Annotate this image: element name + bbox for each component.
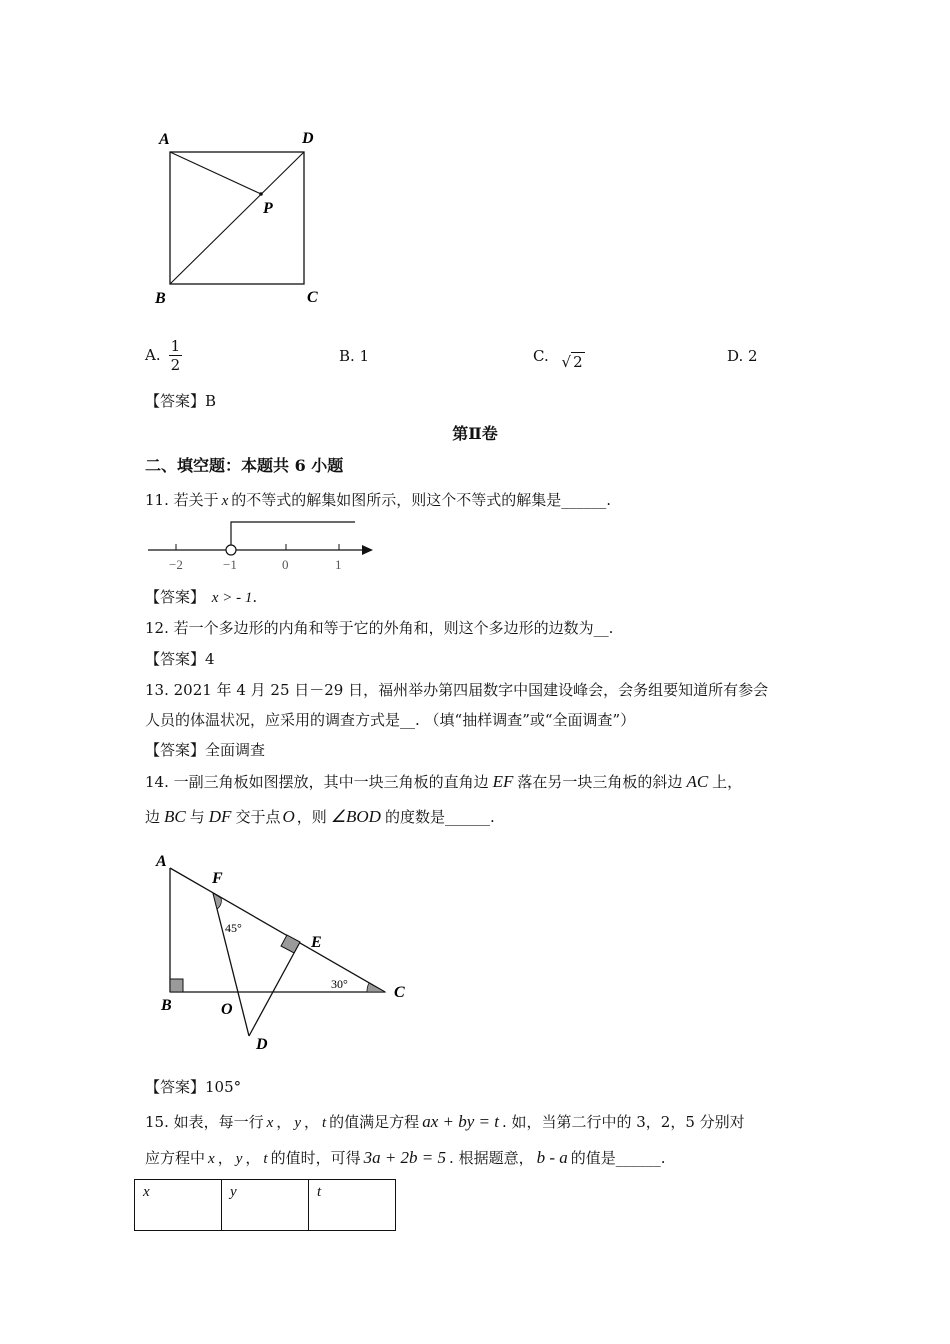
q15-line2 <box>145 1148 666 1169</box>
label-c: C <box>307 289 318 306</box>
right-angle-b <box>170 979 183 992</box>
right-angle-e <box>281 935 300 953</box>
q15-eq2: 3a + 2b = 5 <box>363 1148 447 1167</box>
label-a: A <box>159 131 170 148</box>
number-line-figure <box>145 516 380 576</box>
table-header-t: t <box>309 1180 396 1231</box>
q15-eq1: ax + by = t <box>422 1112 499 1131</box>
sqrt-radicand: 2 <box>573 353 583 371</box>
diagonal-bd <box>170 152 304 284</box>
solution-ray <box>231 522 355 545</box>
q11-text <box>145 490 611 511</box>
q15-y: y <box>294 1115 301 1131</box>
tri-label-o: O <box>221 1001 233 1018</box>
number-line <box>145 516 380 576</box>
option-d: D. 2 <box>727 347 758 365</box>
q14-text-g: ，则 <box>296 808 327 826</box>
xyt-table <box>134 1179 396 1231</box>
answer-value: 4 <box>205 650 215 668</box>
q14-text-c: 上， <box>712 773 743 791</box>
q14-text-f: 交于点 <box>235 808 281 826</box>
segment-ap <box>170 152 261 194</box>
option-a-denominator: 2 <box>170 355 181 374</box>
q10-answer <box>145 391 216 411</box>
q12-text: 12. 若一个多边形的内角和等于它的外角和，则这个多边形的边数为__. <box>145 619 614 637</box>
q12-answer <box>145 649 215 669</box>
tri-label-c: C <box>394 984 405 1001</box>
option-a-numerator: 1 <box>170 336 181 355</box>
q14-text-b: 落在另一块三角板的斜边 <box>517 773 683 791</box>
option-a-fraction <box>169 337 183 374</box>
option-b: B. 1 <box>339 347 370 365</box>
side-ed <box>249 942 300 1036</box>
q15-t: t <box>322 1115 327 1131</box>
tick-label-1: 1 <box>335 557 342 572</box>
q14-ef: EF <box>492 772 514 791</box>
table-row <box>135 1180 396 1231</box>
answer-value: 105° <box>205 1078 242 1096</box>
tri-label-f: F <box>212 870 223 887</box>
q14-df: DF <box>208 807 232 826</box>
point-p <box>259 192 263 196</box>
angle-45-mark <box>213 893 221 909</box>
q15-eq3: b - a <box>536 1148 568 1167</box>
table-header-y: y <box>222 1180 309 1231</box>
figure-triangles <box>145 846 425 1061</box>
answer-value: x > - 1 <box>211 590 253 606</box>
q14-o: O <box>282 807 295 826</box>
q14-text-a: 14. 一副三角板如图摆放，其中一块三角板的直角边 <box>145 773 489 791</box>
open-circle <box>226 545 236 555</box>
q15-text-e: 的值时，可得 <box>270 1149 361 1167</box>
answer-end: . <box>252 588 258 606</box>
q15-text-a: 15. 如表，每一行 <box>145 1113 264 1131</box>
section-heading: 二、填空题：本题共 6 小题 <box>145 456 344 475</box>
q14-text-h: 的度数是______. <box>384 808 495 826</box>
q11-text-a: 11. 若关于 <box>145 491 219 509</box>
label-p: P <box>263 200 273 217</box>
q15-text-c: . 如，当第二行中的 3，2，5 分别对 <box>501 1113 745 1131</box>
q15-sep: ， <box>276 1113 292 1131</box>
sqrt-symbol: √ 2 <box>561 353 583 371</box>
q14-text-d: 边 <box>145 808 161 826</box>
figure-square <box>145 122 345 312</box>
answer-tag: 【答案】 <box>145 588 206 606</box>
square-diagram <box>145 122 345 312</box>
answer-tag: 【答案】 <box>145 741 206 759</box>
q14-angle: ∠BOD <box>330 807 381 826</box>
q11-text-b: 的不等式的解集如图所示，则这个不等式的解集是______. <box>231 491 612 509</box>
option-c <box>533 346 585 371</box>
tri-label-e: E <box>311 934 322 951</box>
q15-sep4: ， <box>245 1149 261 1167</box>
triangle-diagram <box>145 846 425 1061</box>
option-a-label: A. <box>145 346 161 364</box>
q13-line2: 人员的体温状况，应采用的调查方式是__. （填“抽样调查”或“全面调查”） <box>145 711 636 729</box>
tri-label-d: D <box>256 1036 268 1053</box>
tick-label-neg1: −1 <box>223 557 237 572</box>
angle-30-label: 30° <box>331 977 348 991</box>
q15-text-b: 的值满足方程 <box>329 1113 420 1131</box>
axis-arrow <box>362 545 373 555</box>
angle-30-mark <box>367 983 385 992</box>
q15-table <box>134 1179 396 1231</box>
q15-text-d: 应方程中 <box>145 1149 206 1167</box>
q13-line1: 13. 2021 年 4 月 25 日－29 日，福州举办第四届数字中国建设峰会，会务组要知道所有参会 <box>145 681 769 699</box>
section-title: 第Ⅱ卷 <box>452 424 498 443</box>
tri-label-a: A <box>156 853 167 870</box>
q11-answer <box>145 587 257 608</box>
q15-sep3: ， <box>217 1149 233 1167</box>
q14-text-e: 与 <box>189 808 205 826</box>
q15-x2: x <box>208 1151 215 1167</box>
q15-text-g: 的值是______. <box>570 1149 666 1167</box>
tri-label-b: B <box>161 997 172 1014</box>
angle-45-label: 45° <box>225 921 242 935</box>
tick-label-neg2: −2 <box>169 557 183 572</box>
q11-var: x <box>221 493 229 509</box>
q15-y2: y <box>235 1151 243 1167</box>
answer-tag: 【答案】 <box>145 392 206 410</box>
q14-bc: BC <box>164 807 186 826</box>
q14-answer <box>145 1077 241 1097</box>
tick-label-0: 0 <box>282 557 289 572</box>
label-d: D <box>302 130 314 147</box>
option-a <box>145 333 182 377</box>
q14-line2 <box>145 807 495 827</box>
answer-tag: 【答案】 <box>145 1078 206 1096</box>
q13-answer <box>145 740 265 760</box>
answer-tag: 【答案】 <box>145 650 206 668</box>
table-header-x: x <box>135 1180 222 1231</box>
q14-line1 <box>145 772 742 792</box>
q15-x: x <box>266 1115 274 1131</box>
side-ac <box>170 868 385 992</box>
q14-ac: AC <box>686 772 709 791</box>
label-b: B <box>155 290 166 307</box>
answer-value: 全面调查 <box>205 741 266 759</box>
answer-value: B <box>205 392 217 410</box>
q15-text-f: . 根据题意， <box>449 1149 534 1167</box>
q15-sep2: ， <box>303 1113 319 1131</box>
q15-line1 <box>145 1112 745 1133</box>
q15-t2: t <box>263 1151 268 1167</box>
option-c-label: C. <box>533 347 549 365</box>
